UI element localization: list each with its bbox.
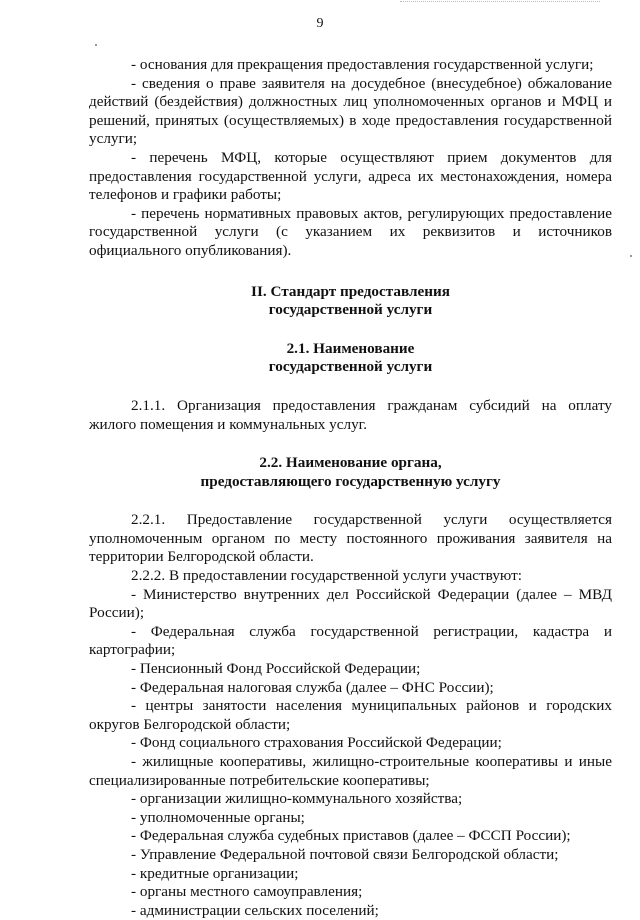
document-body xyxy=(89,56,612,920)
intro-item: - перечень МФЦ, которые осуществляют прием документов для предоставления государственной услуги, адреса их местонахождения, номера телефонов и графики работы; xyxy=(89,148,612,204)
list-item: - Министерство внутренних дел Российской Федерации (далее – МВД России); xyxy=(89,585,612,622)
list-item: - уполномоченные органы; xyxy=(131,808,305,826)
page-number: 9 xyxy=(316,16,324,31)
intro-item: - основания для прекращения предоставления государственной услуги; xyxy=(131,56,594,73)
scan-speck xyxy=(630,255,632,257)
list-item: - Управление Федеральной почтовой связи Белгородской области; xyxy=(131,845,559,863)
paragraph: 2.2.1. Предоставление государственной услуги осуществляется уполномоченным органом по месту постоянного проживания заявителя на территории Белгородской области. xyxy=(89,511,612,566)
intro-item: - перечень нормативных правовых актов, регулирующих предоставление государственной услуги (с указанием их реквизитов и источников официального опубликования). xyxy=(89,204,612,259)
subsection-heading-line: 2.1. Наименование xyxy=(286,339,415,357)
section-heading-line: государственной услуги xyxy=(268,301,433,319)
list-item: - Фонд социального страхования Российской Федерации; xyxy=(131,734,502,752)
subsection-heading-line: государственной услуги xyxy=(268,358,433,376)
paragraph: 2.2.2. В предоставлении государственной услуги участвуют: xyxy=(131,567,522,585)
scan-artifact-line xyxy=(400,1,600,3)
list-item: - кредитные организации; xyxy=(131,864,299,882)
list-item: - жилищные кооперативы, жилищно-строительные кооперативы и иные специализированные потребительские кооперативы; xyxy=(89,753,612,789)
subsection-heading-line: предоставляющего государственную услугу xyxy=(200,472,501,490)
scan-speck xyxy=(95,44,97,46)
list-item: - администрации сельских поселений; xyxy=(131,901,379,919)
list-item: - организации жилищно-коммунального хозяйства; xyxy=(131,790,463,808)
list-item: - Федеральная служба судебных приставов (далее – ФССП России); xyxy=(131,827,571,845)
paragraph: 2.1.1. Организация предоставления гражданам субсидий на оплату жилого помещения и коммунальных услуг. xyxy=(89,396,612,433)
list-item: - Федеральная служба государственной регистрации, кадастра и картографии; xyxy=(89,622,612,659)
list-item: - Пенсионный Фонд Российской Федерации; xyxy=(131,660,421,678)
list-item: - органы местного самоуправления; xyxy=(131,883,363,901)
intro-item: - сведения о праве заявителя на досудебное (внесудебное) обжалование действий (бездействия) должностных лиц уполномоченных органов и МФЦ и решений, принятых (осуществляемых) в ходе предоставления государственной услуги; xyxy=(89,74,612,148)
list-item: - Федеральная налоговая служба (далее – ФНС России); xyxy=(131,678,494,696)
subsection-heading xyxy=(89,340,612,377)
subsection-heading xyxy=(89,454,612,491)
section-heading xyxy=(89,283,612,320)
subsection-heading-line: 2.2. Наименование органа, xyxy=(259,454,442,472)
list-item: - центры занятости населения муниципальных районов и городских округов Белгородской области; xyxy=(89,697,612,733)
section-heading-line: II. Стандарт предоставления xyxy=(251,282,450,300)
